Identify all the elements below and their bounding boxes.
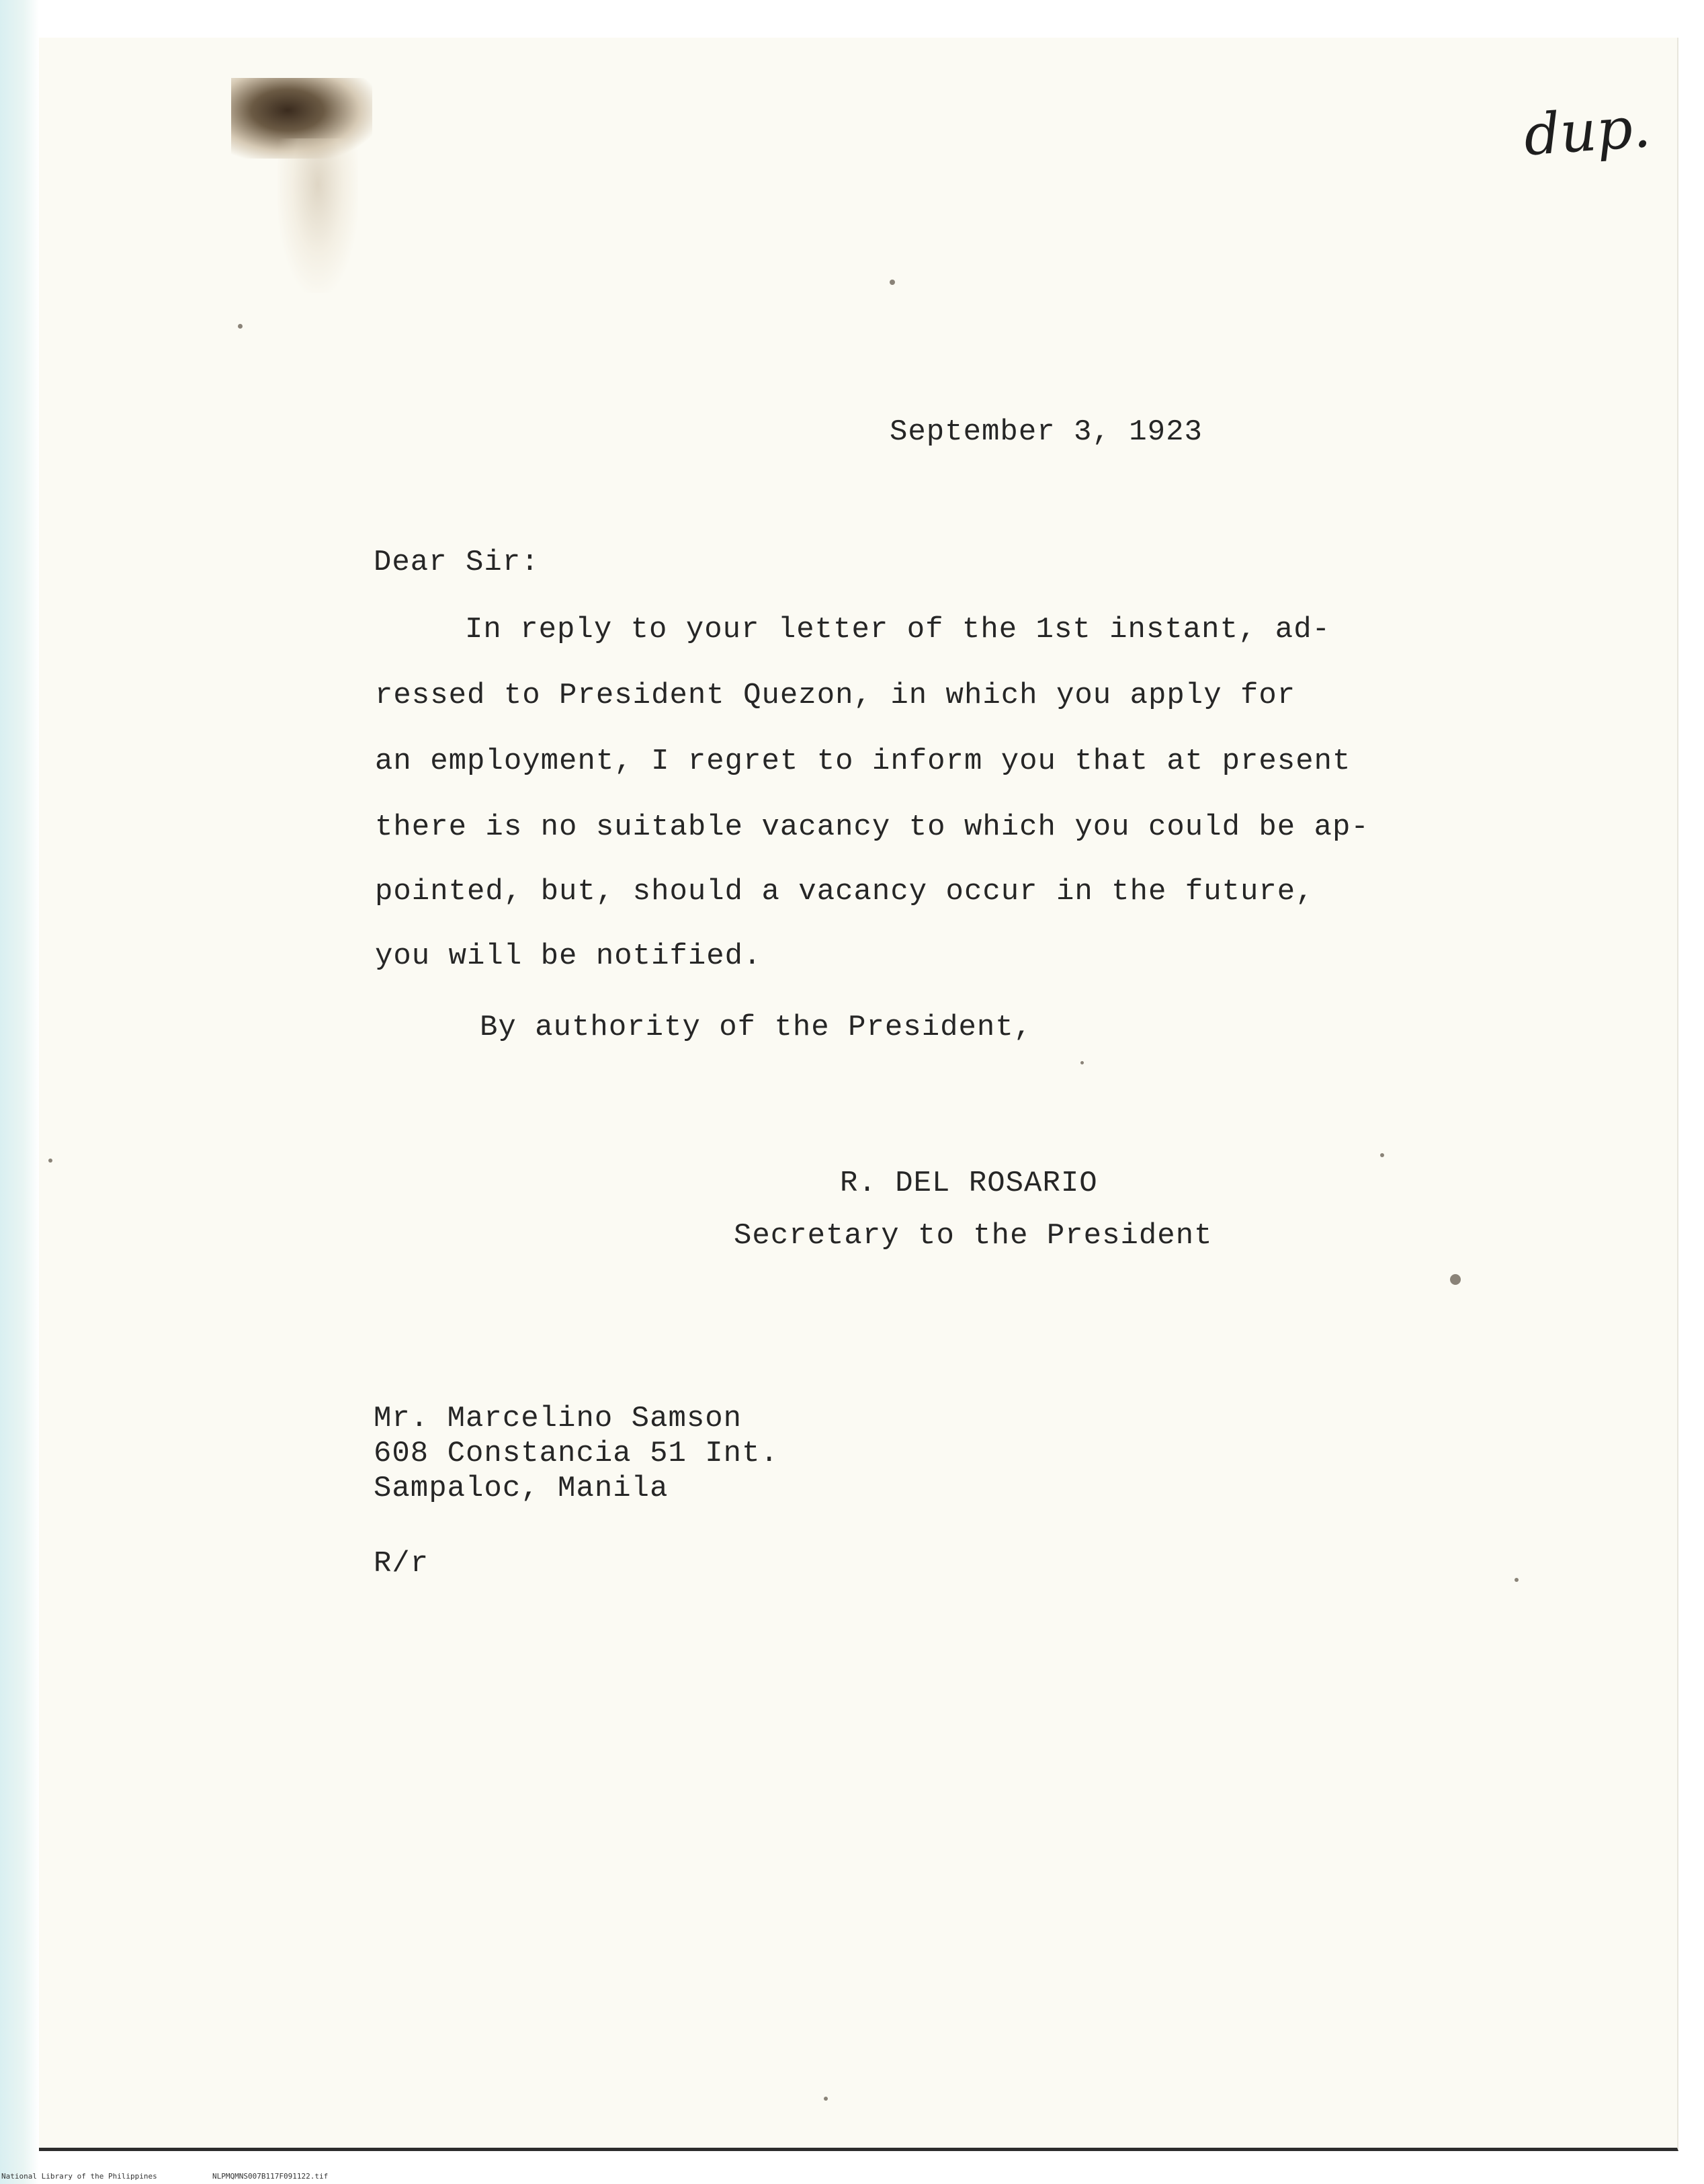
signature-name: R. DEL ROSARIO: [840, 1167, 1098, 1200]
body-line: there is no suitable vacancy to which you could be ap-: [375, 810, 1369, 844]
letter-date: September 3, 1923: [890, 415, 1203, 449]
body-line: ressed to President Quezon, in which you apply for: [375, 679, 1296, 712]
recipient-name: Mr. Marcelino Samson: [374, 1402, 742, 1435]
letter-page: [39, 38, 1678, 2151]
recipient-city: Sampaloc, Manila: [374, 1472, 669, 1505]
body-line: an employment, I regret to inform you that at present: [375, 745, 1351, 778]
paper-speck: [1080, 1061, 1084, 1064]
signature-title: Secretary to the President: [734, 1219, 1213, 1253]
scan-file-id: NLPMQMNS007B117F091122.tif: [212, 2172, 329, 2181]
paper-speck: [238, 324, 243, 329]
closing: By authority of the President,: [480, 1011, 1033, 1044]
paper-speck: [824, 2097, 828, 2101]
paper-stain-drip: [278, 138, 358, 293]
paper-speck: [1515, 1578, 1519, 1582]
paper-speck: [890, 280, 895, 285]
recipient-street: 608 Constancia 51 Int.: [374, 1437, 779, 1470]
body-line: In reply to your letter of the 1st instant, ad-: [465, 613, 1331, 646]
handwritten-annotation: dup.: [1521, 93, 1653, 169]
paper-speck: [48, 1159, 52, 1163]
body-line: you will be notified.: [375, 939, 762, 973]
salutation: Dear Sir:: [374, 546, 540, 579]
reference-initials: R/r: [374, 1547, 429, 1581]
scan-edge: [0, 0, 39, 2184]
paper-speck: [1450, 1274, 1461, 1285]
scan-archive-label: National Library of the Philippines: [1, 2172, 157, 2181]
paper-speck: [1380, 1153, 1384, 1157]
body-line: pointed, but, should a vacancy occur in the future,: [375, 875, 1314, 909]
